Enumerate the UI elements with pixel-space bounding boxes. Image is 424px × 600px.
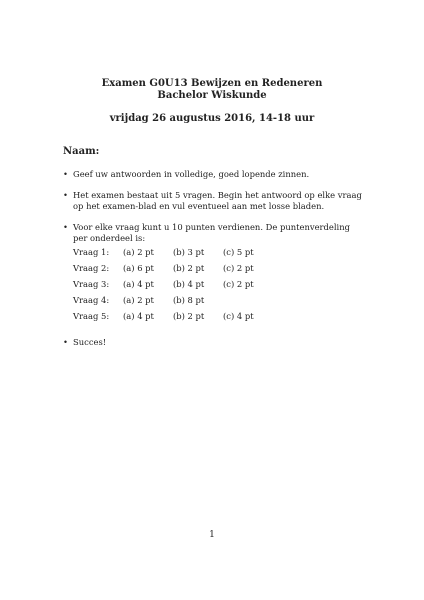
part-points: (c) 4 pt <box>223 311 254 321</box>
instruction-item <box>63 222 363 327</box>
instruction-text: Het examen bestaat uit 5 vragen. Begin het antwoord op elke vraag op het examen-blad en vul eventueel aan met losse bladen. <box>73 190 362 211</box>
points-row <box>73 247 273 263</box>
part-points: (a) 4 pt <box>123 311 154 321</box>
question-label: Vraag 4: <box>73 295 110 305</box>
part-points: (c) 5 pt <box>223 247 254 257</box>
part-points: (a) 2 pt <box>123 295 154 305</box>
instruction-text: Geef uw antwoorden in volledige, goed lopende zinnen. <box>73 169 310 179</box>
instruction-item <box>63 190 363 212</box>
part-points: (a) 4 pt <box>123 279 154 289</box>
page-number: 1 <box>209 530 215 540</box>
instruction-item <box>63 337 363 348</box>
closing-text: Succes! <box>73 337 107 347</box>
points-row <box>73 295 273 311</box>
part-points: (b) 2 pt <box>173 263 205 273</box>
part-points: (a) 6 pt <box>123 263 154 273</box>
part-points: (b) 3 pt <box>173 247 205 257</box>
question-label: Vraag 1: <box>73 247 110 257</box>
question-label: Vraag 3: <box>73 279 110 289</box>
exam-header <box>0 78 424 125</box>
part-points: (c) 2 pt <box>223 279 254 289</box>
exam-subtitle: Bachelor Wiskunde <box>157 90 267 101</box>
part-points: (b) 4 pt <box>173 279 205 289</box>
name-label: Naam: <box>63 146 100 157</box>
points-table <box>73 247 273 327</box>
part-points <box>223 295 273 311</box>
instruction-text: Voor elke vraag kunt u 10 punten verdienen. De puntenverdeling per onderdeel is: <box>73 222 350 243</box>
instruction-item <box>63 169 363 180</box>
question-label: Vraag 2: <box>73 263 110 273</box>
exam-title: Examen G0U13 Bewijzen en Redeneren <box>101 78 323 89</box>
question-label: Vraag 5: <box>73 311 110 321</box>
points-row <box>73 263 273 279</box>
part-points: (b) 8 pt <box>173 295 205 305</box>
points-row <box>73 311 273 327</box>
points-row <box>73 279 273 295</box>
part-points: (b) 2 pt <box>173 311 205 321</box>
part-points: (a) 2 pt <box>123 247 154 257</box>
part-points: (c) 2 pt <box>223 263 254 273</box>
instruction-list <box>63 169 363 358</box>
exam-date: vrijdag 26 augustus 2016, 14-18 uur <box>109 113 315 124</box>
